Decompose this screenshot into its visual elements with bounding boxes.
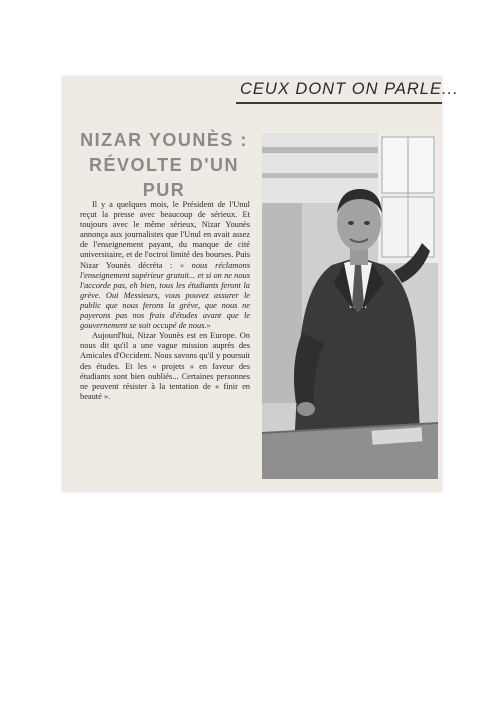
paragraph-1-quote: « nous réclamons l'enseignement supérieur gratuit... et si on ne nous l'accorde pas, eh bien, tous les étudiants feront la grève. Oui Messieurs, vous pouvez assurer le public que nous ferons la grève, que nous ne payerons pas nos frais d'études avant que le gouvernement se soit occupé de nous.» [80,260,250,331]
article-headline [76,128,252,203]
portrait-photo-icon [262,133,438,479]
portrait-photo [262,133,438,479]
section-title: CEUX DONT ON PARLE... [240,80,459,98]
headline-line-1: NIZAR YOUNÈS : [80,130,248,150]
article-paragraph-1 [80,200,250,331]
paragraph-1-lead: Il y a quelques mois, le Président de l'Unul reçut la presse avec beaucoup de sérieux. Et toujours avec le même sérieux, Nizar Younès annonça aux journalistes que l'Unul en avait assez de l'enseignement payant, du manque de cité universitaire, et de l'octroi limité des bourses. Puis Nizar Younès décréta : [80,200,250,270]
article-paragraph-2: Aujourd'hui, Nizar Younès est en Europe. On nous dit qu'il a une vague mission auprès des Amicales d'Occident. Nous savons qu'il y poursuit des études. Et les « projets » en faveur des étudiants sont bien oubliés... Certaines personnes ne peuvent résister à la tentation de « finir en beauté ». [80,331,250,401]
section-title-underline [236,102,442,104]
article-body [80,200,250,402]
headline-line-2: RÉVOLTE D'UN PUR [89,155,239,200]
